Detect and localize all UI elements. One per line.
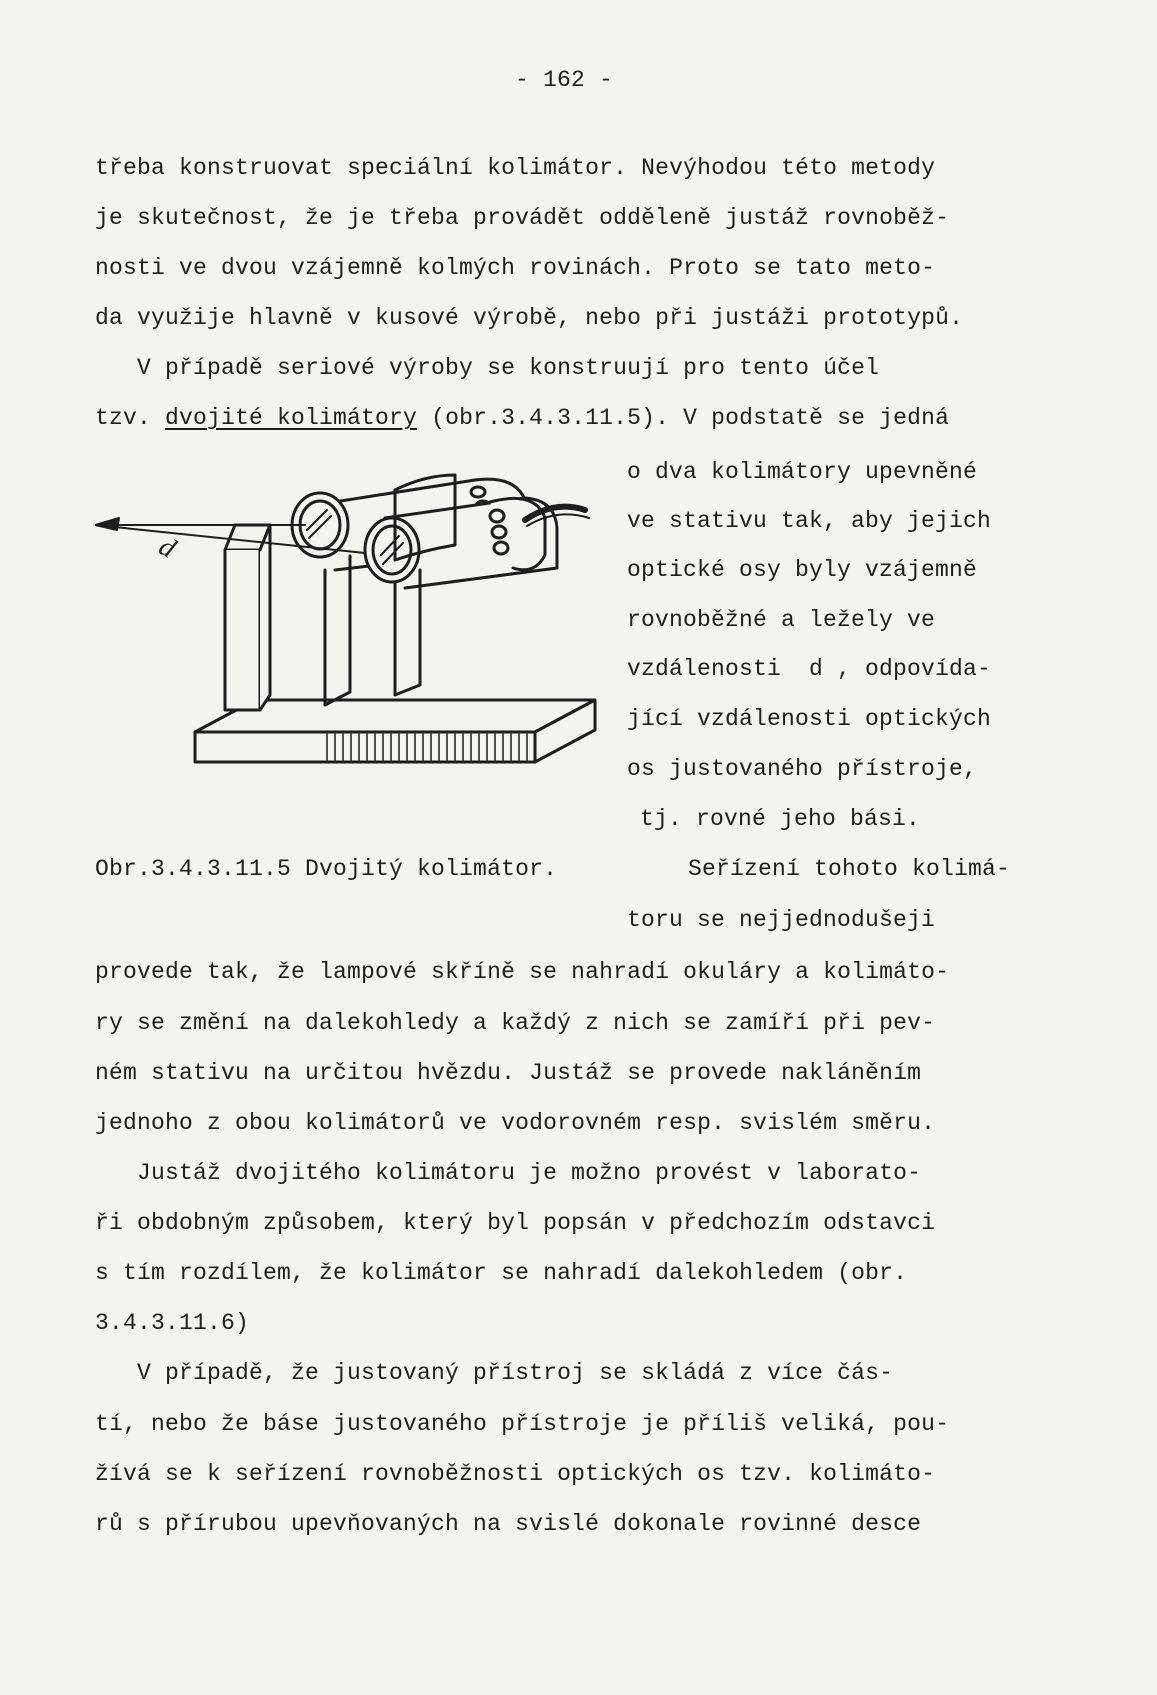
double-collimator-figure — [95, 470, 615, 810]
text-line: Seřízení tohoto kolimá- — [688, 856, 1011, 882]
stand-front — [225, 550, 260, 710]
text-line: os justovaného přístroje, — [627, 756, 978, 782]
text-line: V případě seriové výroby se konstruují pro tento účel — [95, 355, 880, 381]
base-front — [195, 732, 535, 762]
text-line: Justáž dvojitého kolimátoru je možno provést v laborato- — [95, 1160, 922, 1186]
text-line: s tím rozdílem, že kolimátor se nahradí dalekohledem (obr. — [95, 1260, 908, 1286]
text-line: ři obdobným způsobem, který byl popsán v předchozím odstavci — [95, 1210, 936, 1236]
rear-stand — [325, 556, 350, 705]
text-line: tí, nebo že báse justovaného přístroje je příliš veliká, pou- — [95, 1411, 950, 1437]
text-line: V případě, že justovaný přístroj se skládá z více čás- — [95, 1360, 894, 1386]
text-line: o dva kolimátory upevněné — [627, 459, 978, 485]
text-line-tzv — [95, 404, 949, 432]
underlined-term: dvojité kolimátory — [165, 405, 418, 431]
text-line: rů s přírubou upevňovaných na svislé dokonale rovinné desce — [95, 1511, 922, 1537]
text-line: jednoho z obou kolimátorů ve vodorovném resp. svislém směru. — [95, 1110, 936, 1136]
text-line: optické osy byly vzájemně — [627, 557, 978, 583]
text-line: tj. rovné jeho bási. — [640, 806, 921, 832]
text-line: toru se nejjednodušeji — [627, 907, 936, 933]
text-line: nosti ve dvou vzájemně kolmých rovinách. Proto se tato meto- — [95, 255, 936, 281]
text-line: ry se změní na dalekohledy a každý z nich se zamíří při pev- — [95, 1010, 936, 1036]
figure-caption: Obr.3.4.3.11.5 Dvojitý kolimátor. — [95, 856, 558, 882]
text-line: žívá se k seřízení rovnoběžnosti optických os tzv. kolimáto- — [95, 1461, 936, 1487]
text-line: ném stativu na určitou hvězdu. Justáž se provede nakláněním — [95, 1060, 922, 1086]
text-line: jící vzdálenosti optických — [627, 706, 992, 732]
text-span: (obr.3.4.3.11.5). V podstatě se jedná — [417, 405, 950, 431]
page-number: - 162 - — [515, 67, 614, 93]
text-line: 3.4.3.11.6) — [95, 1310, 250, 1336]
text-line: vzdálenosti d , odpovída- — [627, 656, 992, 682]
text-line: ve stativu tak, aby jejich — [627, 508, 992, 534]
text-line: je skutečnost, že je třeba provádět odděleně justáž rovnoběž- — [95, 205, 950, 231]
text-line: provede tak, že lampové skříně se nahradí okuláry a kolimáto- — [95, 959, 950, 985]
figure-label-d: d — [153, 530, 181, 565]
text-line: da využije hlavně v kusové výrobě, nebo při justáži prototypů. — [95, 305, 964, 331]
text-line: třeba konstruovat speciální kolimátor. Nevýhodou této metody — [95, 155, 936, 181]
text-span: tzv. — [95, 405, 166, 431]
text-line: rovnoběžné a ležely ve — [627, 607, 936, 633]
